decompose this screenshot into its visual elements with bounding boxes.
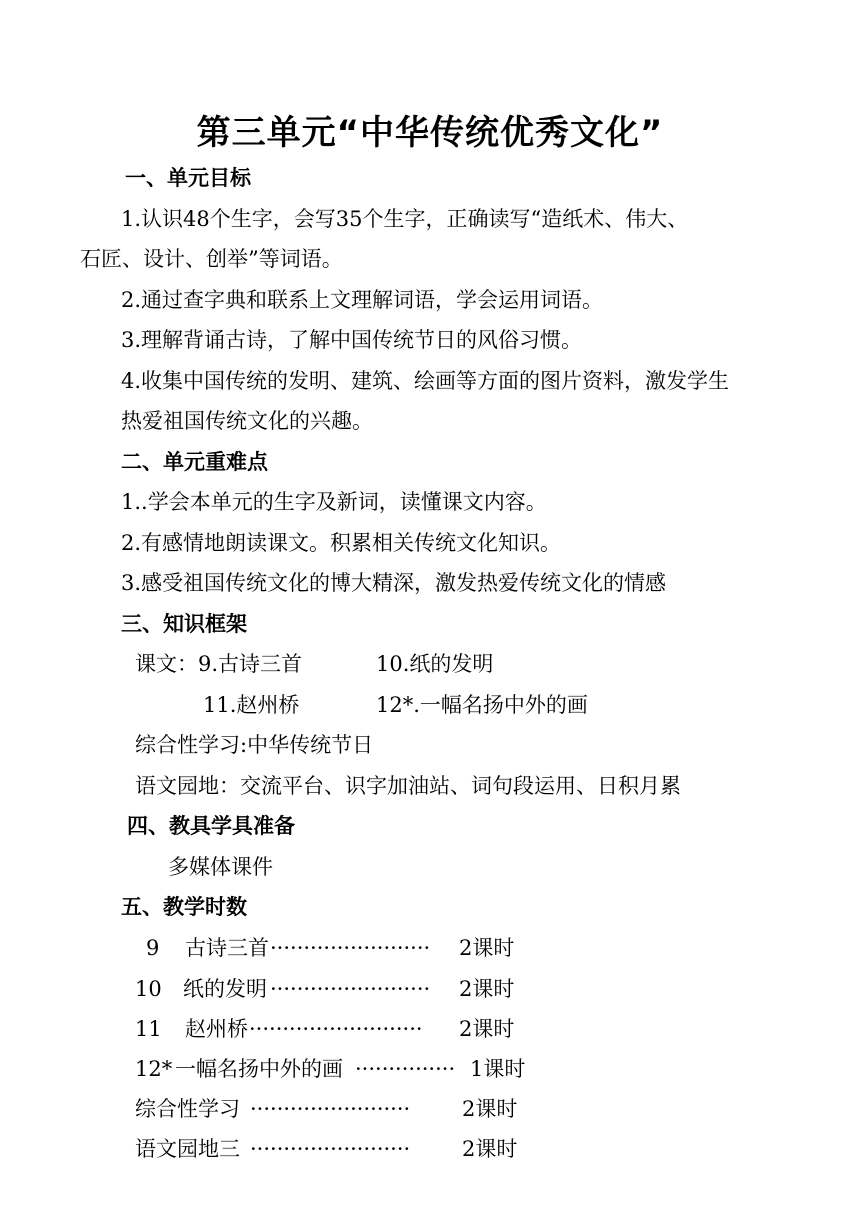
goal-item-4: 4.收集中国传统的发明、建筑、绘画等方面的图片资料，激发学生 — [121, 369, 730, 393]
key-point-1: 1..学会本单元的生字及新词，读懂课文内容。 — [121, 490, 547, 514]
goal-item-3: 3.理解背诵古诗，了解中国传统节日的风俗习惯。 — [121, 328, 583, 352]
hours-row-hours: 2课时 — [459, 977, 515, 1001]
goal-item-2: 2.通过查字典和联系上文理解词语，学会运用词语。 — [121, 288, 604, 312]
section-heading-key-points: 二、单元重难点 — [121, 450, 268, 474]
hours-row-lesson: 纸的发明 — [183, 977, 267, 1001]
hours-row-leader-dots: ························ — [270, 936, 431, 960]
goal-item-4-cont: 热爱祖国传统文化的兴趣。 — [121, 409, 373, 433]
hours-row-lesson: 语文园地三 — [135, 1137, 240, 1161]
framework-chinese-garden: 语文园地：交流平台、识字加油站、词句段运用、日积月累 — [135, 774, 681, 798]
hours-row-leader-dots: ························ — [250, 1097, 411, 1121]
framework-lesson-9: 课文：9.古诗三首 — [135, 652, 303, 676]
hours-row-lesson: 一幅名扬中外的画 — [175, 1057, 343, 1081]
section-heading-goals: 一、单元目标 — [125, 166, 251, 190]
hours-row-leader-dots: ·························· — [249, 1017, 423, 1041]
hours-row-number: 11 — [135, 1017, 162, 1041]
framework-lesson-12: 12*.一幅名扬中外的画 — [376, 693, 588, 717]
goal-item-1: 1.认识48个生字，会写35个生字，正确读写“造纸术、伟大、 — [121, 207, 689, 231]
hours-row-lesson: 古诗三首 — [185, 936, 269, 960]
hours-row-hours: 2课时 — [462, 1137, 518, 1161]
hours-row-number: 10 — [135, 977, 162, 1001]
hours-row-hours: 2课时 — [462, 1097, 518, 1121]
materials-content: 多媒体课件 — [168, 855, 273, 879]
hours-row-number: 12* — [135, 1057, 173, 1081]
hours-row-hours: 2课时 — [459, 936, 515, 960]
framework-comprehensive: 综合性学习:中华传统节日 — [135, 733, 374, 757]
hours-row-lesson: 赵州桥 — [185, 1017, 248, 1041]
section-heading-materials: 四、教具学具准备 — [127, 814, 295, 838]
hours-row-leader-dots: ························ — [270, 977, 431, 1001]
section-heading-framework: 三、知识框架 — [121, 612, 247, 636]
framework-lesson-10: 10.纸的发明 — [376, 652, 494, 676]
framework-lesson-11: 11.赵州桥 — [203, 693, 300, 717]
hours-row-leader-dots: ··············· — [355, 1057, 456, 1081]
hours-row-lesson: 综合性学习 — [135, 1097, 240, 1121]
goal-item-1-cont: 石匠、设计、创举”等词语。 — [80, 247, 343, 271]
hours-row-number: 9 — [146, 936, 160, 960]
hours-row-hours: 2课时 — [459, 1017, 515, 1041]
document-title: 第三单元“中华传统优秀文化” — [196, 113, 664, 153]
hours-row-hours: 1课时 — [470, 1057, 526, 1081]
key-point-3: 3.感受祖国传统文化的博大精深，激发热爱传统文化的情感 — [121, 571, 667, 595]
hours-row-leader-dots: ························ — [250, 1137, 411, 1161]
key-point-2: 2.有感情地朗读课文。积累相关传统文化知识。 — [121, 531, 562, 555]
section-heading-hours: 五、教学时数 — [121, 895, 247, 919]
